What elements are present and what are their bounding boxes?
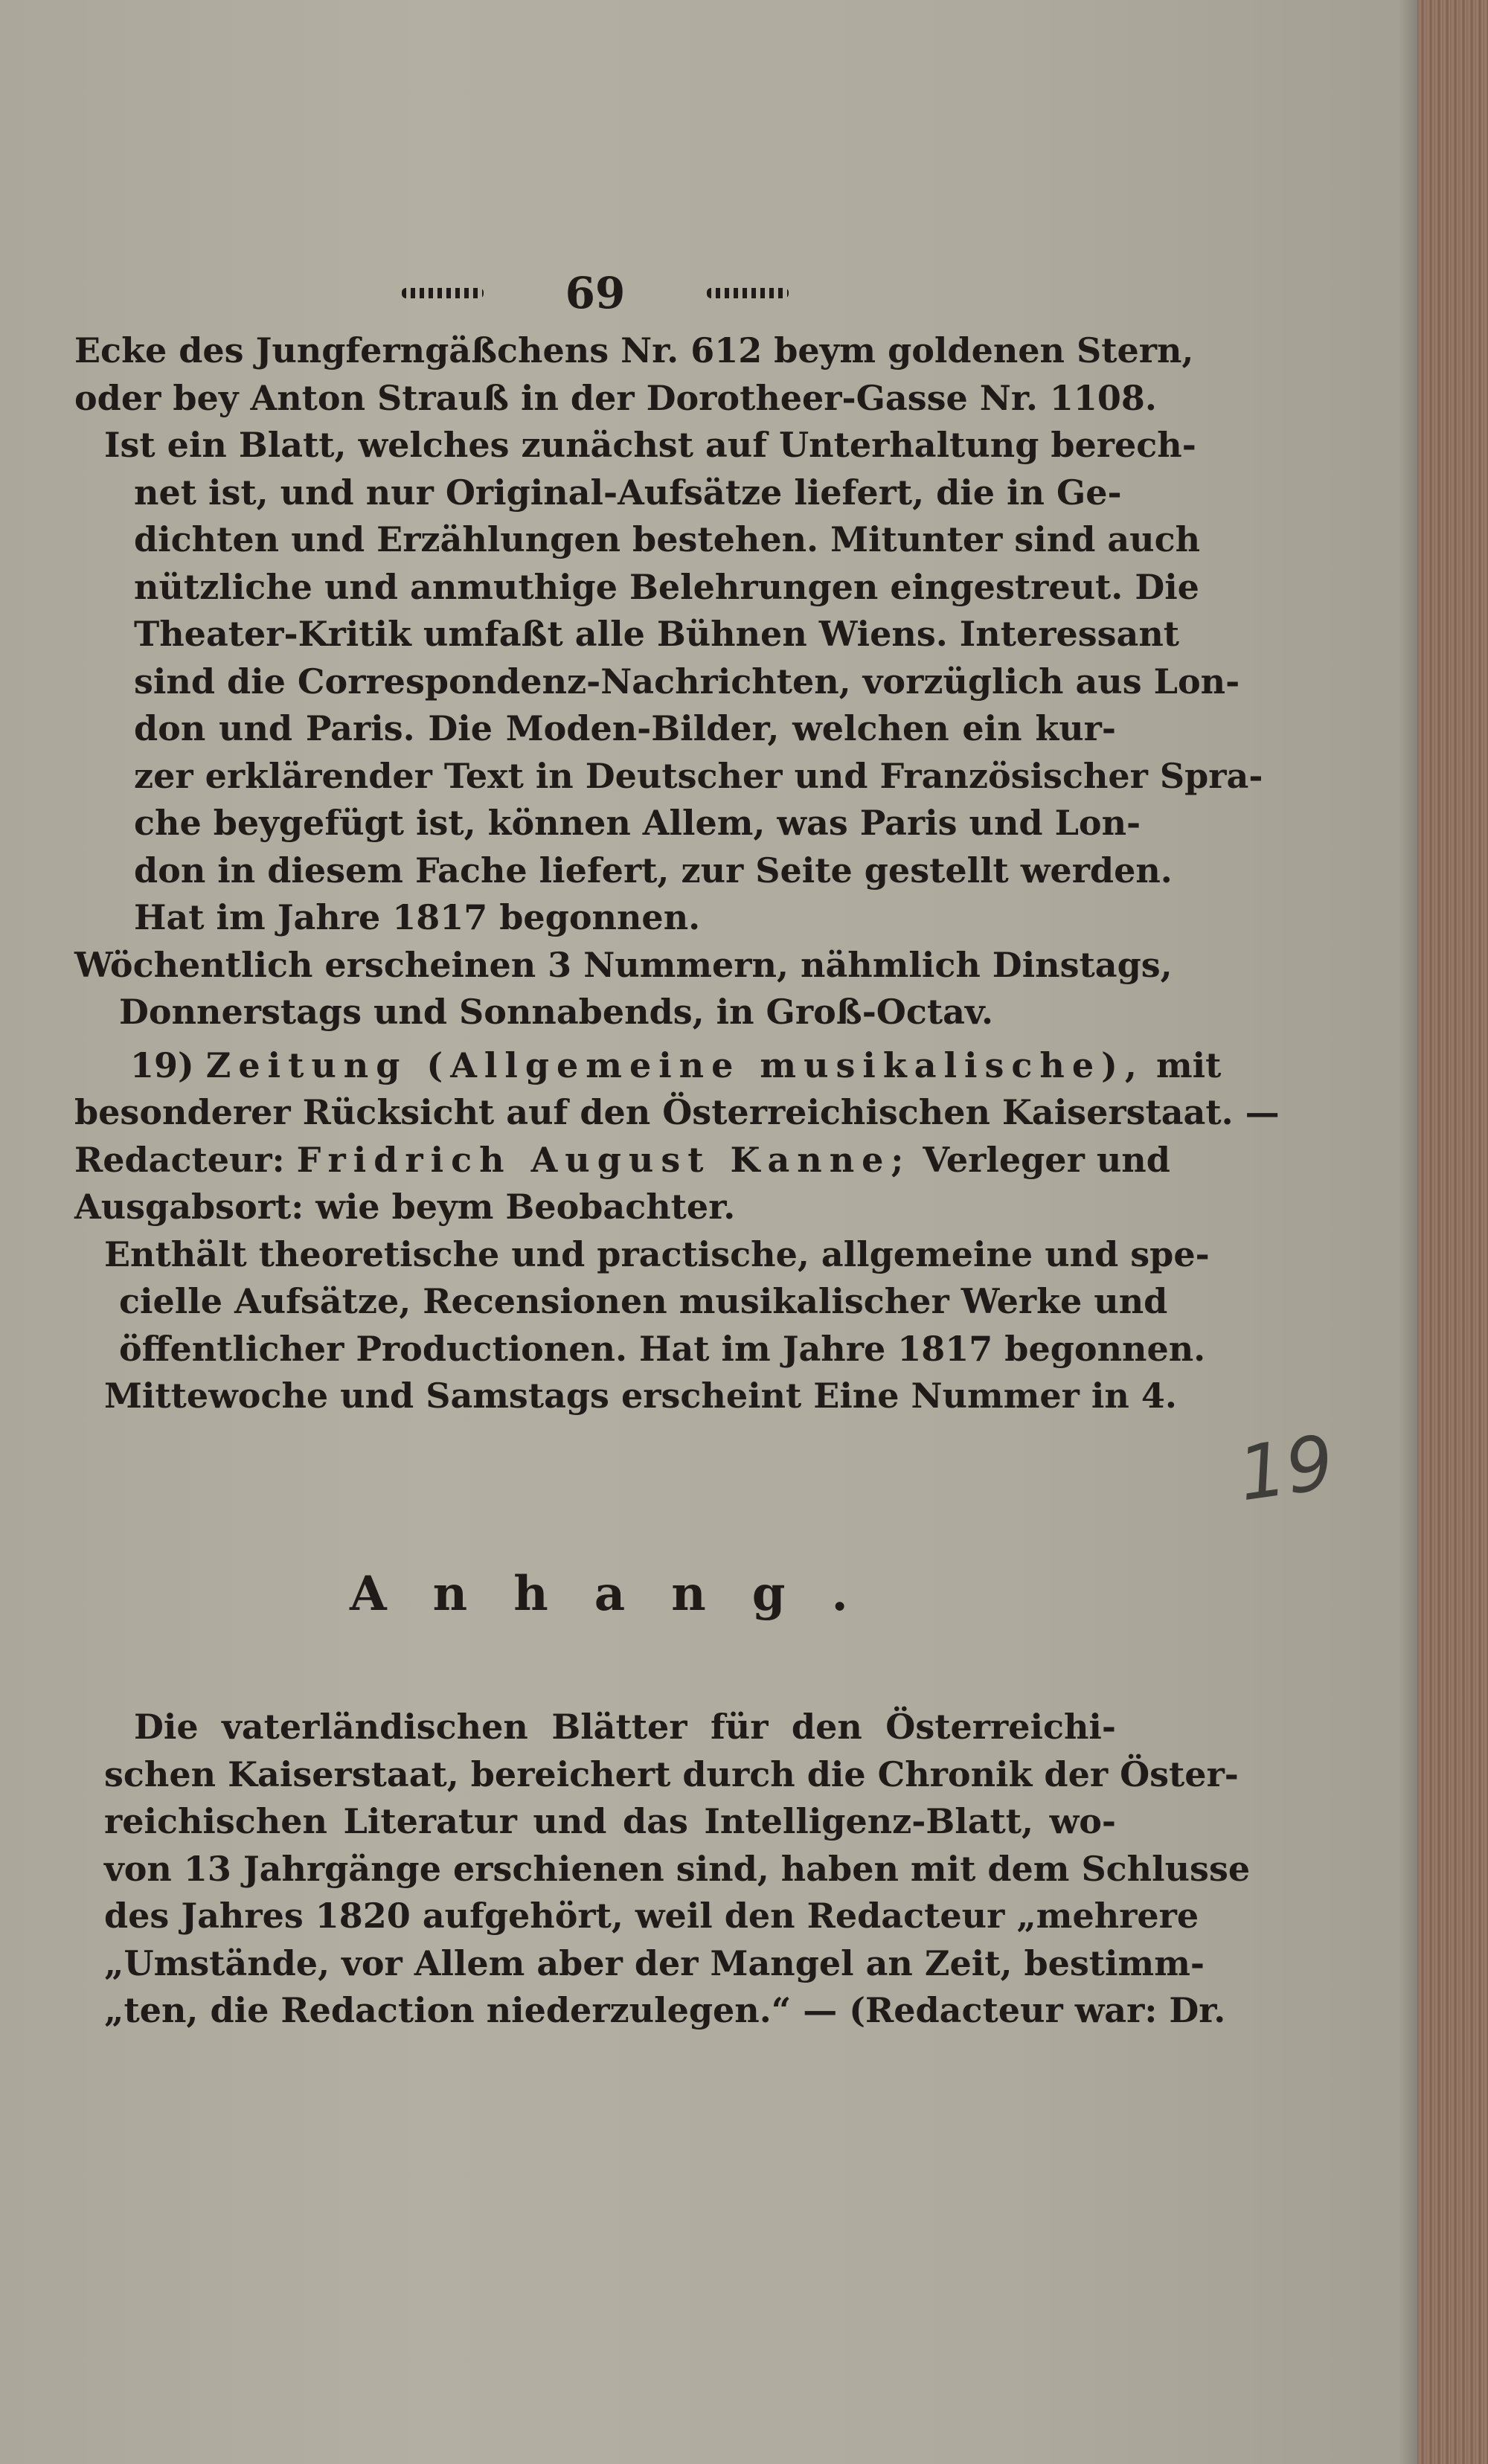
entry19-heading	[74, 1042, 1280, 1231]
page-stack-edge	[1417, 0, 1488, 2464]
main-text	[74, 327, 1280, 1420]
text-line: Enthält theoretische und practische, allgemeine und spe-	[104, 1233, 1210, 1274]
text-line: oder bey Anton Strauß in der Dorotheer-Gasse Nr. 1108.	[74, 377, 1157, 418]
page-number: 69	[565, 268, 626, 318]
entry18-description	[74, 422, 1263, 942]
text-line: Theater-Kritik umfaßt alle Bühnen Wiens. Interessant	[134, 614, 1180, 654]
running-header	[402, 268, 789, 318]
text-line: Ist ein Blatt, welches zunächst auf Unterhaltung berech-	[104, 425, 1196, 465]
text-line: don in diesem Fache liefert, zur Seite gestellt werden.	[134, 850, 1173, 891]
text-line: dichten und Erzählungen bestehen. Mitunter sind auch	[134, 519, 1201, 559]
text-line: des Jahres 1820 aufgehört, weil den Redacteur „mehrere	[104, 1896, 1199, 1936]
text-line: öffentlicher Productionen. Hat im Jahre 1817 begonnen.	[119, 1328, 1206, 1369]
entry18-frequency	[74, 942, 1173, 1036]
text-line: net ist, und nur Original-Aufsätze liefert, die in Ge-	[134, 472, 1122, 513]
editor-name: Fridrich August Kanne;	[296, 1139, 911, 1180]
editor-label: Redacteur:	[74, 1139, 285, 1180]
section-heading-anhang: Anhang.	[350, 1566, 894, 1622]
text-line: Ausgabsort: wie beym Beobachter.	[74, 1187, 736, 1227]
text-line: Donnerstags und Sonnabends, in Groß-Octav.	[119, 992, 994, 1032]
text-line: Hat im Jahre 1817 begonnen.	[134, 897, 701, 937]
text-line: Die vaterländischen Blätter für den Österreichi-	[134, 1707, 1116, 1747]
text-line: besonderer Rücksicht auf den Österreichischen Kaiserstaat. —	[74, 1092, 1280, 1132]
text-line: reichischen Literatur und das Intelligenz-Blatt, wo-	[104, 1801, 1116, 1841]
publisher-label: Verleger und	[923, 1139, 1170, 1180]
header-ornament-right	[707, 288, 789, 298]
text-line: „Umstände, vor Allem aber der Mangel an Zeit, bestimm-	[104, 1942, 1205, 1983]
entry-title-rest: mit	[1155, 1045, 1222, 1085]
text-line: Ecke des Jungferngäßchens Nr. 612 beym goldenen Stern,	[74, 330, 1194, 370]
text-line: Wöchentlich erscheinen 3 Nummern, nähmlich Dinstags,	[74, 944, 1173, 985]
appendix-text	[74, 1704, 1251, 2035]
text-line: che beygefügt ist, können Allem, was Paris und Lon-	[134, 803, 1141, 843]
entry19-title-line	[74, 1042, 1222, 1090]
text-line: cielle Aufsätze, Recensionen musikalischer Werke und	[119, 1281, 1168, 1321]
text-line: zer erklärender Text in Deutscher und Französischer Spra-	[134, 755, 1263, 796]
editor-line	[74, 1137, 1170, 1184]
text-line: „ten, die Redaction niederzulegen.“ — (Redacteur war: Dr.	[104, 1990, 1226, 2030]
text-line: sind die Correspondenz-Nachrichten, vorzüglich aus Lon-	[134, 661, 1240, 702]
entry18-continuation	[74, 327, 1194, 422]
entry-number: 19)	[130, 1045, 194, 1085]
text-line: Mittewoche und Samstags erscheint Eine Nummer in 4.	[104, 1376, 1177, 1416]
entry19-description	[74, 1231, 1210, 1420]
handwritten-margin-note: 19	[1233, 1418, 1339, 1518]
text-line: schen Kaiserstaat, bereichert durch die Chronik der Öster-	[104, 1754, 1239, 1794]
text-line: nützliche und anmuthige Belehrungen eingestreut. Die	[134, 566, 1199, 607]
text-line: don und Paris. Die Moden-Bilder, welchen ein kur-	[134, 708, 1116, 748]
entry-title: Zeitung (Allgemeine musikalische),	[205, 1045, 1144, 1085]
text-line: von 13 Jahrgänge erschienen sind, haben mit dem Schlusse	[104, 1848, 1251, 1889]
header-ornament-left	[402, 288, 484, 298]
